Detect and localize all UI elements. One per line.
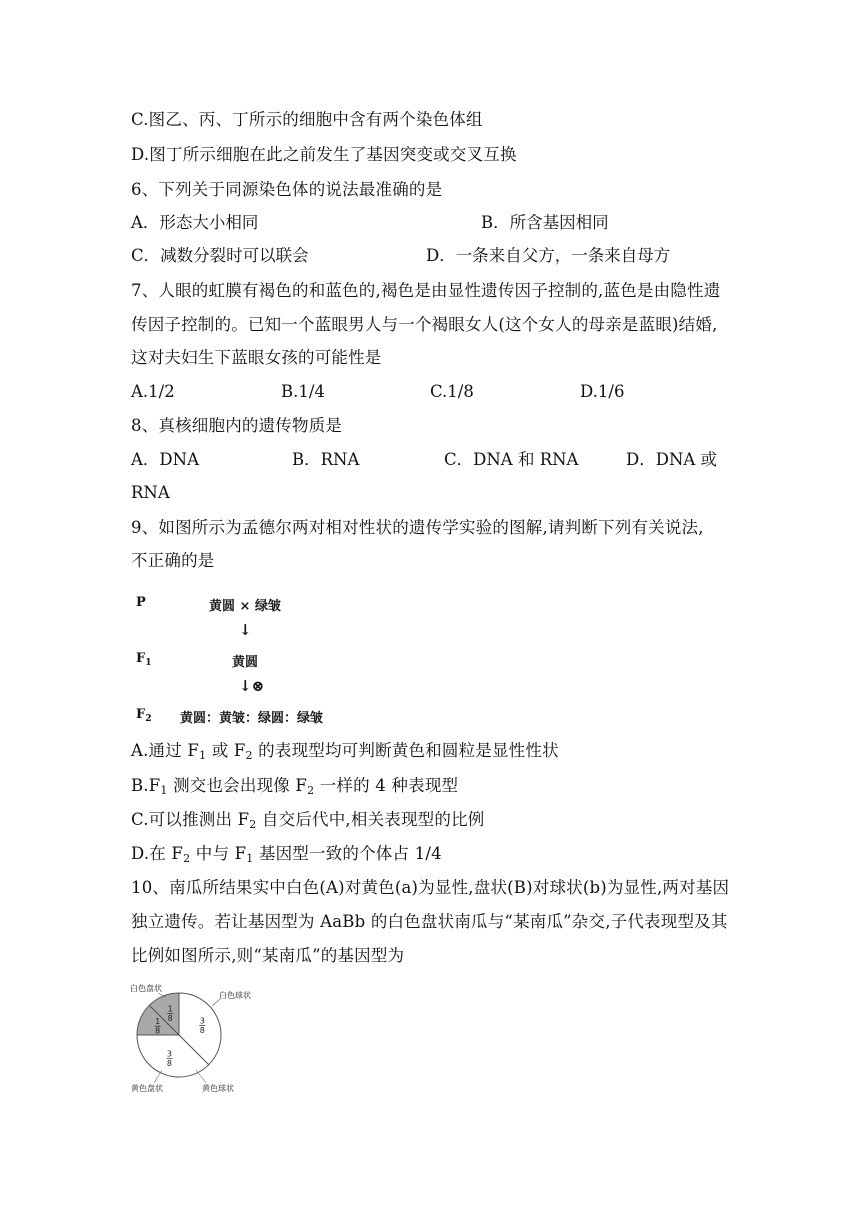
svg-text:1: 1: [167, 1004, 173, 1014]
pie-category-label: 白色球状: [219, 991, 251, 1000]
svg-text:8: 8: [155, 1026, 161, 1036]
q6-stem: 6、下列关于同源染色体的说法最准确的是: [131, 180, 443, 199]
svg-text:3: 3: [166, 1049, 172, 1059]
q7-stem-line2: 传因子控制的。已知一个蓝眼男人与一个褐眼女人(这个女人的母亲是蓝眼)结婚,: [131, 315, 718, 334]
q9-option-a: A.通过 $F_1$ 或 $F_2$ 的表现型均可判断黄色和圆粒是显性性状: [131, 741, 559, 762]
q8-option-d-continued: RNA: [131, 483, 170, 502]
p-generation-label: P: [136, 595, 146, 610]
p-cross: 黄圆 × 绿皱: [209, 599, 281, 614]
q6-option-b: B．所含基因相同: [481, 213, 609, 232]
q9-stem-line2: 不正确的是: [131, 551, 215, 570]
pie-category-label: 黄色球状: [202, 1084, 234, 1093]
q10-stem-line3: 比例如图所示,则“某南瓜”的基因型为: [131, 946, 405, 965]
q9-option-c: C.可以推测出 $F_2$ 自交后代中,相关表现型的比例: [131, 810, 485, 831]
q9-option-d: D.在 $F_2$ 中与 $F_1$ 基因型一致的个体占 1/4: [131, 844, 442, 865]
f2-phenotypes: 黄圆：黄皱：绿圆：绿皱: [180, 711, 324, 726]
q9-option-b: $B.F_1$ 测交也会出现像 $F_2$ 一样的 4 种表现型: [131, 776, 459, 797]
q8-option-a: A．DNA: [131, 450, 199, 469]
pie-slice-value-label: [166, 1049, 172, 1068]
q5-option-c: C.图乙、丙、丁所示的细胞中含有两个染色体组: [131, 110, 483, 129]
q7-stem-line3: 这对夫妇生下蓝眼女孩的可能性是: [131, 348, 382, 367]
q7-option-c: C.1/8: [430, 382, 474, 401]
selfing-arrow-icon: ↓⊗: [239, 677, 265, 695]
f1-generation-label: $F_1$: [136, 651, 152, 668]
q6-option-d: D．一条来自父方，一条来自母方: [426, 246, 671, 265]
q8-stem: 8、真核细胞内的遗传物质是: [131, 416, 343, 435]
svg-text:1: 1: [155, 1017, 161, 1027]
pie-slice-value-label: [199, 1016, 205, 1035]
svg-text:8: 8: [166, 1058, 172, 1068]
svg-text:8: 8: [199, 1025, 205, 1035]
f1-phenotype: 黄圆: [232, 655, 259, 670]
q9-stem-line1: 9、如图所示为孟德尔两对相对性状的遗传学实验的图解,请判断下列有关说法,: [131, 518, 704, 537]
pie-slice-value-label: [167, 1005, 173, 1024]
q10-stem-line2: 独立遗传。若让基因型为 AaBb 的白色盘状南瓜与“某南瓜”杂交,子代表现型及其: [131, 912, 728, 931]
down-arrow-icon: ↓: [239, 621, 252, 639]
q8-option-b: B．RNA: [292, 450, 360, 469]
q7-option-b: B.1/4: [281, 382, 325, 401]
pie-leader-line: [196, 1070, 206, 1083]
q7-option-a: A.1/2: [131, 382, 175, 401]
q7-option-d: D.1/6: [580, 382, 625, 401]
pie-category-label: 黄色盘状: [131, 1084, 163, 1093]
q8-option-d: D．DNA 或: [626, 450, 718, 469]
svg-text:3: 3: [199, 1016, 205, 1026]
pie-category-label: 白色盘状: [130, 984, 162, 993]
q6-option-a: A．形态大小相同: [131, 213, 259, 232]
offspring-phenotype-pie-chart: [128, 978, 288, 1103]
pie-slice-value-label: [155, 1017, 161, 1035]
q8-option-c: C．DNA 和 RNA: [444, 450, 579, 469]
f2-generation-label: $F_2$: [136, 707, 152, 724]
q5-option-d: D.图丁所示细胞在此之前发生了基因突变或交叉互换: [131, 145, 517, 164]
pie-leader-line: [212, 999, 220, 1006]
q7-stem-line1: 7、人眼的虹膜有褐色的和蓝色的,褐色是由显性遗传因子控制的,蓝色是由隐性遗: [131, 281, 721, 300]
q10-stem-line1: 10、南瓜所结果实中白色(A)对黄色(a)为显性,盘状(B)对球状(b)为显性,两对基因: [131, 878, 730, 897]
q6-option-c: C．减数分裂时可以联会: [131, 246, 309, 265]
svg-text:8: 8: [167, 1014, 173, 1024]
